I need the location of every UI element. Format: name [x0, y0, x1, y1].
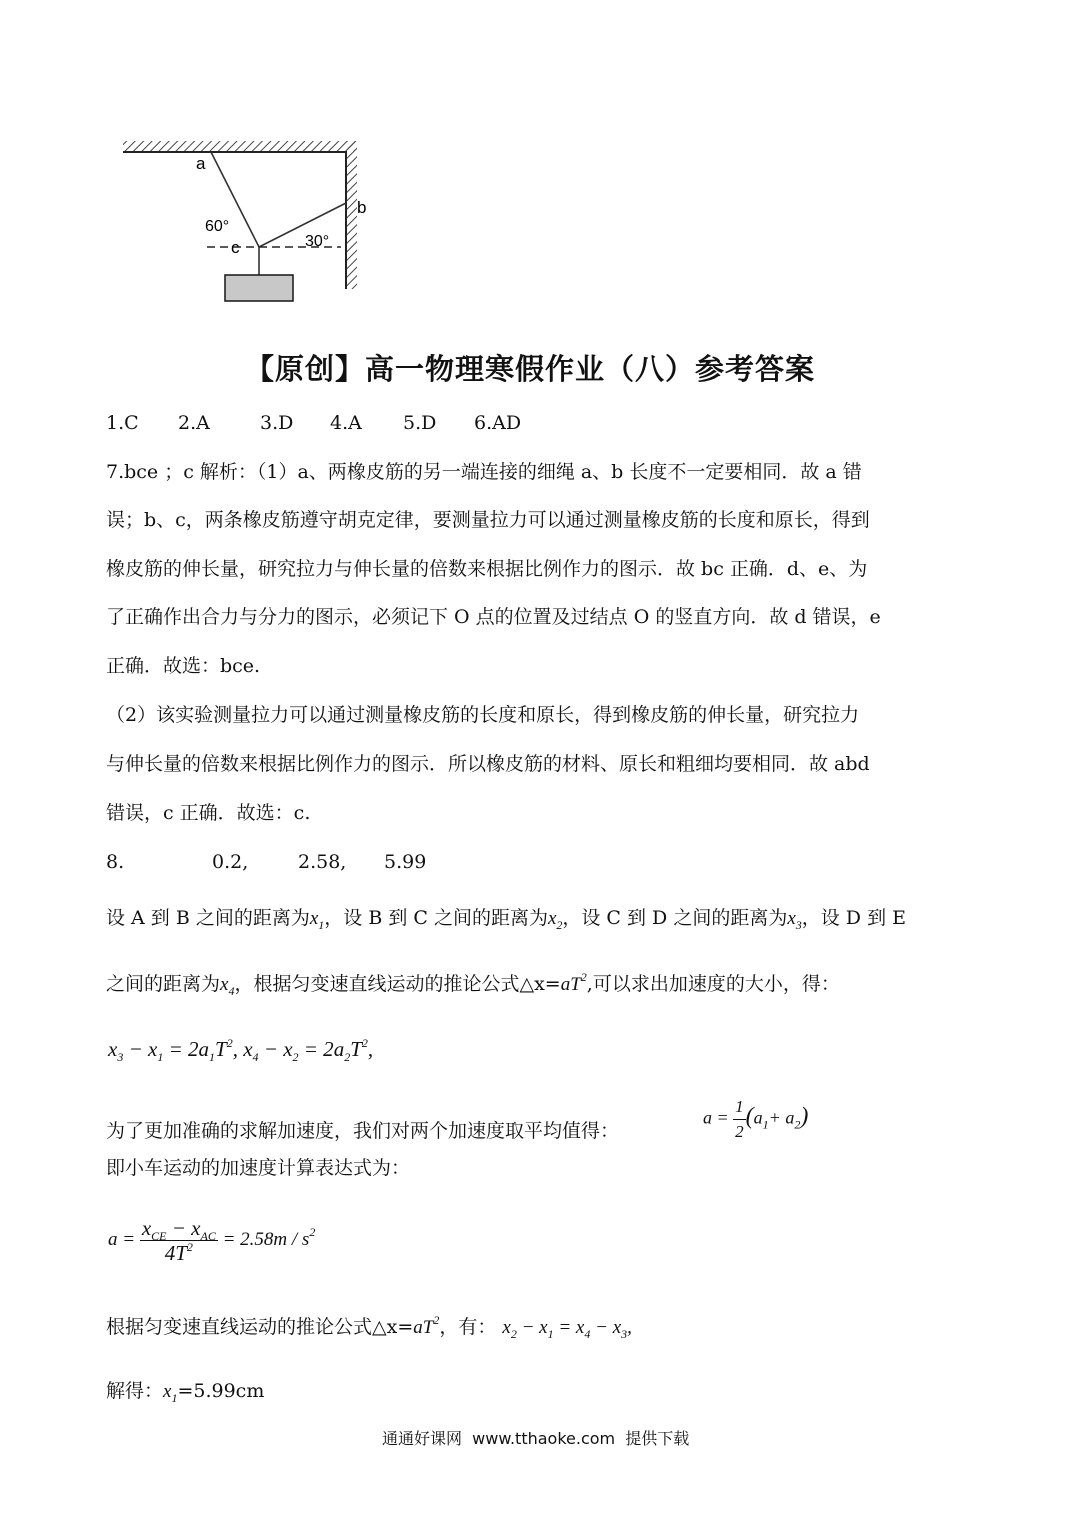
q8-p1-text-a: 设 A 到 B 之间的距离为	[106, 907, 310, 929]
q8-value-1: 0.2,	[212, 851, 249, 873]
answer-1: 1.C	[106, 412, 139, 434]
q8-p3-text-b: ，有：	[439, 1316, 497, 1338]
math-x1-solution: $x_1$	[163, 1381, 178, 1405]
q7-line-3: 橡皮筋的伸长量，研究拉力与伸长量的倍数来根据比例作力的图示．故 bc 正确．d、e、为	[106, 558, 868, 580]
answer-6: 6.AD	[474, 412, 522, 434]
rope-b	[259, 203, 346, 247]
footer-credit: 通通好课网 www.tthaoke.com 提供下载	[382, 1429, 690, 1448]
math-x4: $x_4$	[220, 974, 235, 998]
q8-solve-text: 解得：	[106, 1380, 164, 1402]
q8-paragraph-2	[106, 972, 840, 997]
q8-p1-text-b: ，设 B 到 C 之间的距离为	[324, 907, 548, 929]
force-diagram	[115, 135, 385, 310]
q8-solve-value: =5.99cm	[177, 1380, 265, 1402]
acceleration-result: = 2.58	[222, 1228, 274, 1250]
page-title: 【原创】高一物理寒假作业（八）参考答案	[245, 352, 816, 386]
q7-line-4: 了正确作出合力与分力的图示，必须记下 O 点的位置及过结点 O 的竖直方向．故 d 错误，e	[106, 606, 881, 628]
q8-p3-text-a: 根据匀变速直线运动的推论公式△x=	[106, 1316, 414, 1338]
q8-p1-text-c: ，设 C 到 D 之间的距离为	[562, 907, 788, 929]
acceleration-unit: m / s	[273, 1228, 310, 1250]
q8-paragraph-3	[106, 1315, 632, 1340]
q7-line-8: 错误，c 正确．故选：c.	[106, 802, 311, 824]
equation-average: a = $\frac{1}{2}$ $(a_1+ a_2)$	[703, 1097, 809, 1141]
q8-p2-text-c: ,可以求出加速度的大小，得：	[586, 973, 840, 995]
answer-2: 2.A	[178, 412, 210, 434]
equation-acceleration: a = $\frac{x_{CE} - x_{AC}}{4T^2}$ = $2.58m / s^2$	[108, 1216, 316, 1265]
q8-paragraph-1	[106, 906, 906, 931]
label-a: a	[196, 154, 206, 173]
label-angle-60: 60°	[205, 218, 230, 235]
q8-value-2: 2.58,	[298, 851, 347, 873]
q8-p2-text-a: 之间的距离为	[106, 973, 221, 995]
ceiling-hatch	[123, 141, 355, 151]
answer-3: 3.D	[260, 412, 294, 434]
q7-line-6: （2）该实验测量拉力可以通过测量橡皮筋的长度和原长，得到橡皮筋的伸长量，研究拉力	[106, 704, 860, 726]
math-x2: $x_2$	[547, 908, 563, 932]
math-x3: $x_3$	[787, 908, 802, 932]
q7-line-5: 正确．故选：bce.	[106, 655, 261, 677]
q8-expression-text: 即小车运动的加速度计算表达式为：	[106, 1157, 411, 1179]
math-aT2-2: $aT^2$	[413, 1313, 440, 1338]
label-angle-30: 30°	[305, 233, 330, 250]
wall-hatch	[347, 141, 357, 289]
label-b: b	[357, 198, 367, 217]
q8-number: 8.	[106, 851, 125, 873]
q8-average-text: 为了更加准确的求解加速度，我们对两个加速度取平均值得：	[106, 1120, 620, 1142]
q7-line-2: 误；b、c，两条橡皮筋遵守胡克定律，要测量拉力可以通过测量橡皮筋的长度和原长，得到	[106, 509, 870, 531]
equation-differences: $x_3 - x_1 = 2a_1T^2$, $x_4 - x_2 = 2a_2T^2$,	[108, 1036, 374, 1064]
q7-line-7: 与伸长量的倍数来根据比例作力的图示．所以橡皮筋的材料、原长和粗细均要相同．故 abd	[106, 753, 870, 775]
q8-solution	[106, 1379, 264, 1404]
label-c: c	[231, 238, 240, 257]
answer-4: 4.A	[330, 412, 362, 434]
equation-distance-relation: $x_2 - x_1 = x_4 - x_3$,	[502, 1317, 632, 1341]
q8-value-3: 5.99	[384, 851, 427, 873]
q8-p1-text-d: ，设 D 到 E	[801, 907, 906, 929]
q7-line-1: 7.bce ；c 解析：（1）a、两橡皮筋的另一端连接的细绳 a、b 长度不一定要相同．故 a 错	[106, 461, 862, 483]
q8-p2-text-b: ，根据匀变速直线运动的推论公式△x=	[234, 973, 561, 995]
math-aT2: $aT^2$	[560, 970, 587, 995]
answer-5: 5.D	[403, 412, 437, 434]
weight-block	[225, 275, 293, 301]
math-x1: $x_1$	[309, 908, 325, 932]
